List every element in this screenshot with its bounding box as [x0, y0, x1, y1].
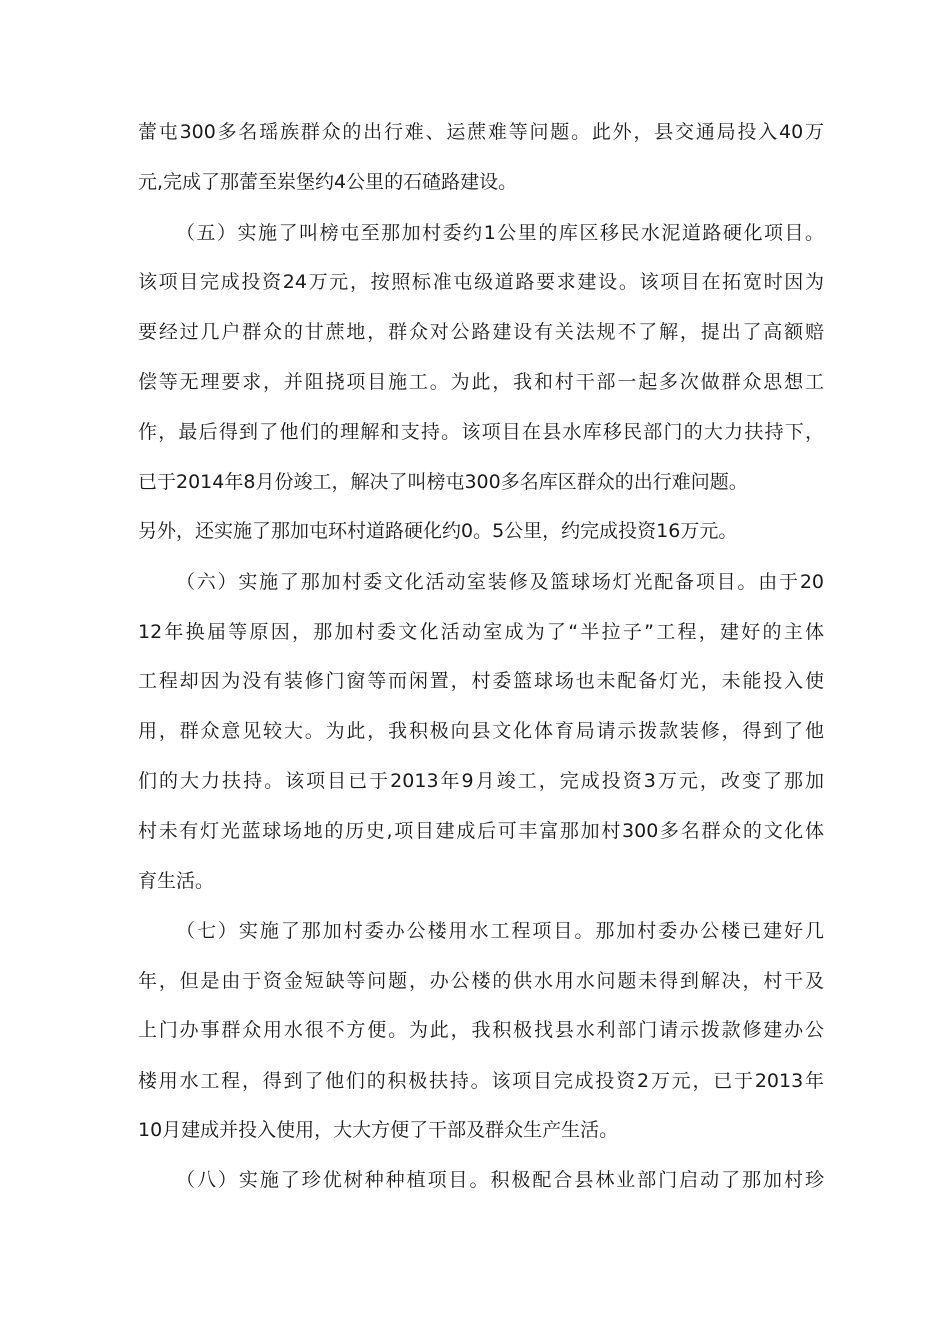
text-line: 要经过几户群众的甘蔗地，群众对公路建设有关法规不了解，提出了高额赔 — [138, 321, 824, 343]
text-line: 楼用水工程，得到了他们的积极扶持。该项目完成投资2万元，已于2013年 — [138, 1070, 824, 1092]
text-line: 10月建成并投入使用，大大方便了干部及群众生产生活。 — [138, 1119, 619, 1141]
text-line: 上门办事群众用水很不方便。为此，我积极找县水利部门请示拨款修建办公 — [138, 1019, 824, 1041]
paragraph-heading-5: （五）实施了叫榜屯至那加村委约1公里的库区移民水泥道路硬化项目。 — [176, 222, 824, 244]
paragraph-heading-6: （六）实施了那加村委文化活动室装修及篮球场灯光配备项目。由于20 — [176, 571, 824, 593]
text-line: 用，群众意见较大。为此，我积极向县文化体育局请示拨款装修，得到了他 — [138, 720, 824, 742]
text-line: 作，最后得到了他们的理解和支持。该项目在县水库移民部门的大力扶持下， — [138, 421, 824, 443]
text-line: 蕾屯300多名瑶族群众的出行难、运蔗难等问题。此外，县交通局投入40万 — [138, 121, 824, 143]
text-line: 们的大力扶持。该项目已于2013年9月竣工，完成投资3万元，改变了那加 — [138, 770, 824, 792]
paragraph-heading-7: （七）实施了那加村委办公楼用水工程项目。那加村委办公楼已建好几 — [176, 920, 824, 942]
text-line: 育生活。 — [138, 870, 215, 892]
paragraph-heading-8: （八）实施了珍优树种种植项目。积极配合县林业部门启动了那加村珍 — [176, 1169, 824, 1191]
text-line: 另外，还实施了那加屯环村道路硬化约0。5公里，约完成投资16万元。 — [138, 520, 738, 542]
text-line: 年，但是由于资金短缺等问题，办公楼的供水用水问题未得到解决，村干及 — [138, 970, 824, 992]
text-line: 工程却因为没有装修门窗等而闲置，村委篮球场也未配备灯光，未能投入使 — [138, 670, 824, 692]
text-line: 12年换届等原因，那加村委文化活动室成为了“半拉子”工程，建好的主体 — [138, 621, 824, 643]
text-line: 村未有灯光蓝球场地的历史,项目建成后可丰富那加村300多名群众的文化体 — [138, 820, 824, 842]
text-line: 偿等无理要求，并阻挠项目施工。为此，我和村干部一起多次做群众思想工 — [138, 371, 824, 393]
text-line: 已于2014年8月份竣工，解决了叫榜屯300多名库区群众的出行难问题。 — [138, 471, 748, 493]
text-line: 该项目完成投资24万元，按照标准屯级道路要求建设。该项目在拓宽时因为 — [138, 271, 824, 293]
text-line: 元,完成了那蕾至岽堡约4公里的石碴路建设。 — [138, 171, 518, 193]
